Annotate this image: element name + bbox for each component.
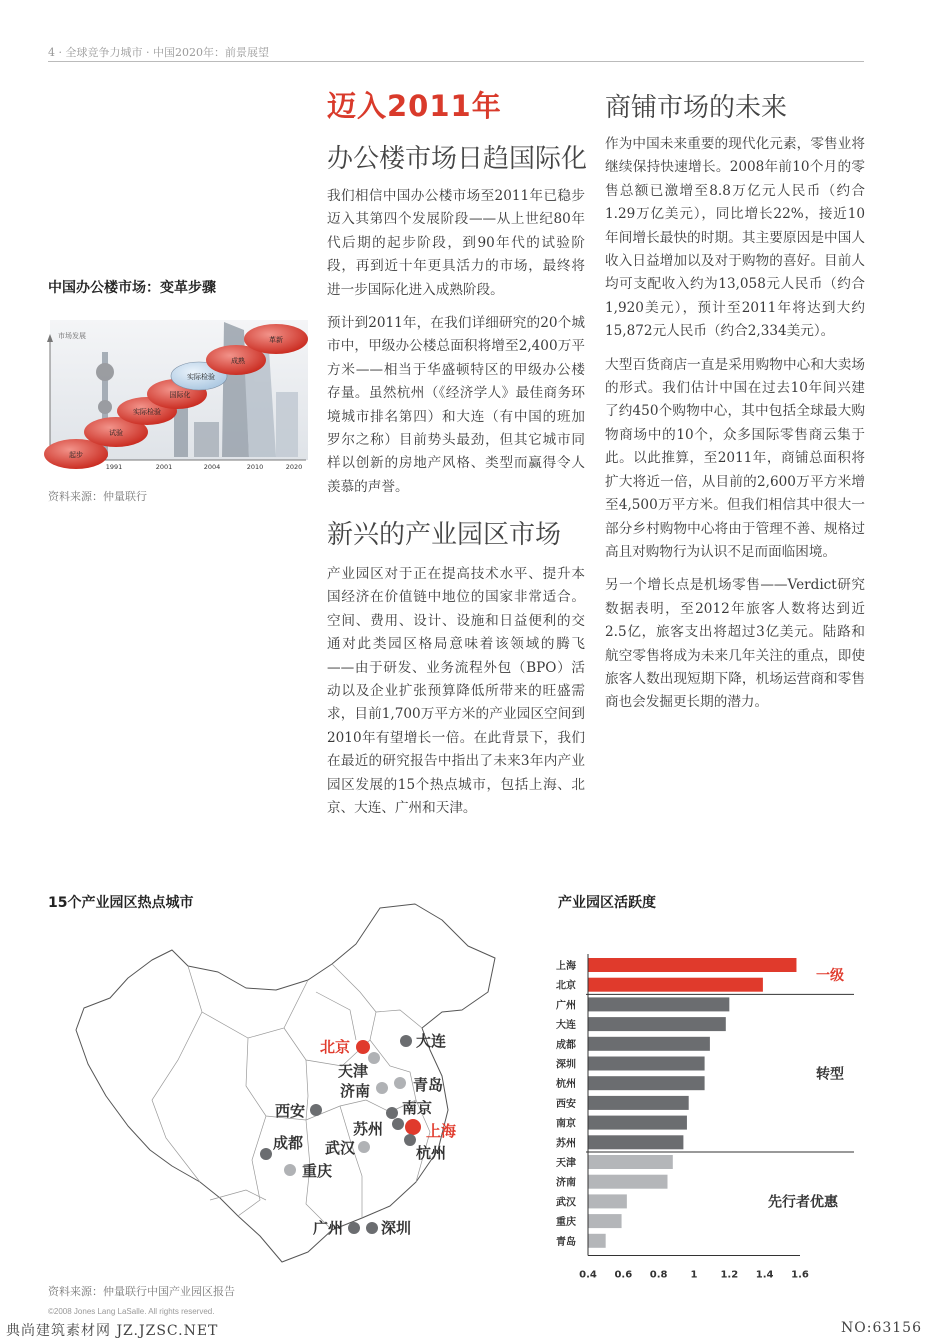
x-tick-label: 1 — [690, 1269, 698, 1281]
stage-label: 成熟 — [231, 357, 245, 365]
watermark-number: NO:63156 — [841, 1320, 922, 1336]
city-dot-xian — [310, 1104, 322, 1116]
city-dot-shanghai — [405, 1119, 421, 1135]
category-label: 成都 — [556, 1039, 576, 1051]
office-figure-source: 资料来源：仲量联行 — [48, 490, 147, 503]
city-label-chongqing: 重庆 — [302, 1162, 333, 1180]
office-stages-figure — [44, 312, 312, 472]
year-label: 2010 — [246, 463, 264, 471]
section-body-industrial — [327, 563, 585, 830]
tier-label: 先行者优惠 — [768, 1194, 838, 1211]
category-label: 济南 — [556, 1177, 576, 1189]
city-label-shenzhen: 深圳 — [381, 1219, 412, 1237]
y-axis-label: 市场发展 — [58, 332, 86, 340]
city-label-shanghai: 上海 — [426, 1122, 457, 1140]
chart-title: 产业园区活跃度 — [558, 895, 656, 911]
category-label: 武汉 — [556, 1197, 576, 1209]
copyright: ©2008 Jones Lang LaSalle. All rights reserved. — [48, 1307, 215, 1316]
city-label-hangzhou: 杭州 — [416, 1144, 447, 1162]
header-divider — [48, 61, 864, 62]
city-label-qingdao: 青岛 — [413, 1076, 444, 1094]
section-title-office: 办公楼市场日趋国际化 — [327, 144, 588, 174]
x-tick-label: 1.2 — [720, 1269, 739, 1281]
map-caption: 15个产业园区热点城市 — [48, 895, 194, 911]
map-source: 资料来源：仲量联行中国产业园区报告 — [48, 1285, 235, 1298]
watermark-site: 典尚建筑素材网 JZ.JZSC.NET — [6, 1323, 219, 1339]
bar — [588, 978, 763, 992]
category-label: 大连 — [556, 1020, 576, 1032]
paragraph: 预计到2011年，在我们详细研究的20个城市中，甲级办公楼总面积将增至2,400万平方米——相当于华盛顿特区的甲级办公楼存量。虽然杭州（《经济学人》最佳商务环境城市排名第四）和大连（有中国的班加罗尔之称）目前势头最劲，但其它城市同样以创新的房地产风格、类型而赢得令人羡慕的声誉。 — [327, 315, 585, 495]
paragraph: 产业园区对于正在提高技术水平、提升本国经济在价值链中地位的国家非常适合。空间、费用、设计、设施和日益便利的交通对此类园区格局意味着该领域的腾飞——由于研发、业务流程外包（BPO）活动以及企业扩张预算降低所带来的旺盛需求，目前1,700万平方米的产业园区空间到2010年有望增长一倍。在此背景下，我们在最近的研究报告中指出了未来3年内产业园区发展的15个热点城市，包括上海、北京、大连、广州和天津。 — [327, 566, 585, 817]
bar — [588, 1135, 683, 1149]
year-label: 2004 — [203, 463, 221, 471]
bar — [588, 1214, 622, 1228]
china-map — [70, 900, 520, 1270]
x-tick-label: 1.6 — [791, 1269, 809, 1281]
city-label-nanjing: 南京 — [402, 1099, 433, 1117]
bar — [588, 1175, 668, 1189]
category-label: 南京 — [556, 1118, 576, 1130]
section-body-retail — [605, 133, 865, 725]
city-dot-beijing — [356, 1040, 370, 1054]
bar — [588, 1116, 687, 1130]
paragraph: 我们相信中国办公楼市场至2011年已稳步迈入其第四个发展阶段——从上世纪80年代后期的起步阶段，到90年代的试验阶段，再到近十年更具活力的市场，最终将进一步国际化进入成熟阶段。 — [327, 188, 585, 298]
stage-label: 实际检验 — [133, 408, 161, 416]
paragraph: 另一个增长点是机场零售——Verdict研究数据表明，至2012年旅客人数将达到近2.5亿，旅客支出将超过3亿美元。陆路和航空零售将成为未来几年关注的重点，即使旅客人数出现短期下降，机场运营商和零售商也会发掘更长期的潜力。 — [605, 577, 865, 711]
category-label: 西安 — [556, 1098, 576, 1110]
city-dot-hangzhou — [404, 1134, 416, 1146]
city-dot-dalian — [400, 1035, 412, 1047]
city-dot-guangzhou — [348, 1222, 360, 1234]
office-figure-caption: 中国办公楼市场：变革步骤 — [48, 280, 216, 296]
category-label: 深圳 — [556, 1059, 576, 1071]
category-label: 苏州 — [556, 1138, 576, 1150]
category-label: 重庆 — [556, 1217, 576, 1229]
category-label: 天津 — [556, 1158, 576, 1169]
bar — [588, 1057, 705, 1071]
paragraph: 作为中国未来重要的现代化元素，零售业将继续保持快速增长。2008年前10个月的零售总额已激增至8.8万亿元人民币（约合1.29万亿美元），同比增长22%，接近10年间增长最快的时期。其主要原因是中国人收入日益增加以及对于购物的喜好。目前人均可支配收入约为13,058元人民币（约合1,920美元），预计至2011年将达到大约15,872元人民币（约合2,334美元）。 — [605, 136, 865, 340]
year-label: 2001 — [155, 463, 173, 471]
year-label: 1991 — [105, 463, 123, 471]
bar — [588, 997, 729, 1011]
stage-label: 实际检验 — [187, 373, 215, 381]
bar — [588, 1076, 705, 1090]
city-dot-tianjin — [368, 1052, 380, 1064]
section-body-office — [327, 185, 585, 509]
city-label-dalian: 大连 — [416, 1032, 447, 1050]
bar — [588, 1234, 606, 1248]
city-label-xian: 西安 — [275, 1102, 306, 1120]
category-label: 青岛 — [556, 1236, 576, 1248]
running-head: 4 · 全球竞争力城市 · 中国2020年：前景展望 — [48, 46, 269, 59]
city-label-tianjin: 天津 — [338, 1062, 369, 1080]
city-dot-shenzhen — [366, 1222, 378, 1234]
bar — [588, 1155, 673, 1169]
city-dot-jinan — [376, 1082, 388, 1094]
stage-label: 试验 — [109, 429, 123, 437]
bar — [588, 1096, 689, 1110]
category-label: 上海 — [556, 961, 576, 972]
city-label-chengdu: 成都 — [273, 1134, 304, 1152]
category-label: 广州 — [556, 1000, 576, 1012]
city-dot-chongqing — [284, 1164, 296, 1176]
x-tick-label: 1.4 — [755, 1269, 774, 1281]
category-label: 杭州 — [556, 1079, 576, 1091]
x-tick-label: 0.4 — [579, 1269, 597, 1281]
stage-label: 国际化 — [169, 391, 191, 399]
paragraph: 大型百货商店一直是采用购物中心和大卖场的形式。我们估计中国在过去10年间兴建了约450个购物中心，其中包括全球最大购物商场中的10个，众多国际零售商云集于此。以此推算，至2011年，商铺总面积将扩大将近一倍，从目前的2,600万平方米增至4,500万平方米。但我们相信其中很大一部分乡村购物中心将由于管理不善、规格过高且对购物行为认识不足而面临困境。 — [605, 356, 865, 560]
city-label-suzhou: 苏州 — [353, 1120, 384, 1138]
city-dot-chengdu — [260, 1148, 272, 1160]
city-label-beijing: 北京 — [320, 1038, 351, 1056]
year-label: 2020 — [285, 463, 303, 471]
city-label-jinan: 济南 — [340, 1082, 371, 1100]
bar — [588, 1037, 710, 1051]
bar — [588, 958, 796, 972]
bar — [588, 1017, 726, 1031]
city-label-guangzhou: 广州 — [313, 1219, 344, 1237]
tier-label: 转型 — [816, 1066, 844, 1083]
city-label-wuhan: 武汉 — [325, 1139, 356, 1157]
bar — [588, 1194, 627, 1208]
section-title-industrial: 新兴的产业园区市场 — [327, 520, 562, 550]
main-title: 迈入2011年 — [327, 89, 502, 123]
section-title-retail: 商铺市场的未来 — [605, 93, 788, 123]
tier-label: 一级 — [816, 967, 844, 984]
city-dot-qingdao — [394, 1077, 406, 1089]
city-dot-suzhou — [392, 1118, 404, 1130]
city-dot-wuhan — [358, 1141, 370, 1153]
category-label: 北京 — [556, 980, 576, 992]
x-tick-label: 0.8 — [649, 1269, 668, 1281]
stage-label: 起步 — [69, 451, 83, 459]
stage-label: 革新 — [269, 336, 283, 344]
city-dot-nanjing — [386, 1107, 398, 1119]
x-tick-label: 0.6 — [614, 1269, 633, 1281]
activity-bar-chart — [548, 940, 868, 1285]
